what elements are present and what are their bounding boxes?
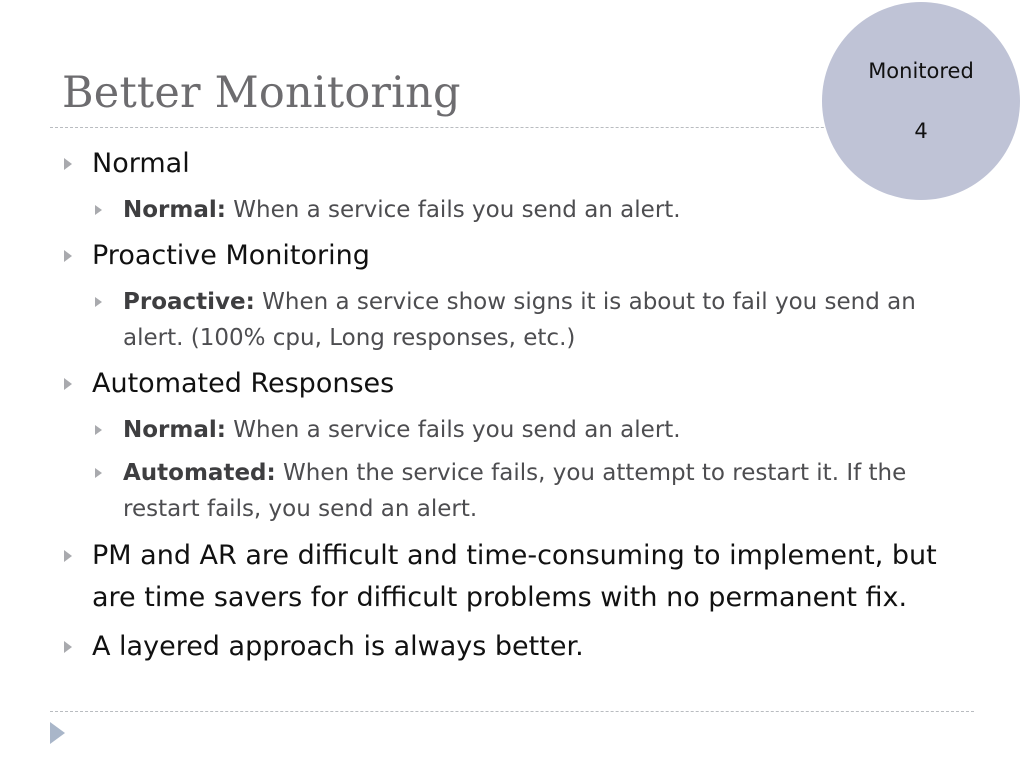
sub-item-text: When a service show signs it is about to fail you send an alert. (100% cpu, Long responses, etc.) <box>123 289 916 351</box>
footer-arrow-icon <box>50 722 65 744</box>
sub-item-text: When a service fails you send an alert. <box>225 197 681 223</box>
sub-item-text: When a service fails you send an alert. <box>225 417 681 443</box>
sub-bullet-arrow-icon <box>95 425 102 435</box>
bullet-arrow-icon <box>64 378 72 390</box>
sub-item-normal-2 <box>123 412 973 448</box>
sub-item-text: When the service fails, you attempt to restart it. If the restart fails, you send an alert. <box>123 460 907 522</box>
bullet-item-automated-responses: Automated Responses <box>92 368 395 399</box>
badge-number: 4 <box>914 119 928 143</box>
bullet-arrow-icon <box>64 550 72 562</box>
bullet-item-pm-ar: PM and AR are difficult and time-consuming to implement, but are time savers for difficult problems with no permanent fix. <box>92 540 937 613</box>
sub-item-term: Normal: <box>123 417 226 443</box>
bullet-item-layered: A layered approach is always better. <box>92 631 584 662</box>
bullet-arrow-icon <box>64 158 72 170</box>
sub-bullet-arrow-icon <box>95 297 102 307</box>
bullet-arrow-icon <box>64 641 72 653</box>
sub-item-term: Normal: <box>123 197 226 223</box>
sub-item-automated <box>123 455 973 527</box>
bullet-item-proactive-monitoring: Proactive Monitoring <box>92 240 370 271</box>
bullet-item-normal: Normal <box>92 148 190 179</box>
sub-bullet-arrow-icon <box>95 468 102 478</box>
sub-item-normal <box>123 192 973 228</box>
bullet-arrow-icon <box>64 250 72 262</box>
badge-label: Monitored <box>868 59 974 83</box>
sub-item-term: Proactive: <box>123 289 255 315</box>
sub-bullet-arrow-icon <box>95 205 102 215</box>
sub-item-term: Automated: <box>123 460 276 486</box>
slide-title: Better Monitoring <box>62 68 461 118</box>
footer-divider <box>50 711 974 712</box>
sub-item-proactive <box>123 284 973 356</box>
